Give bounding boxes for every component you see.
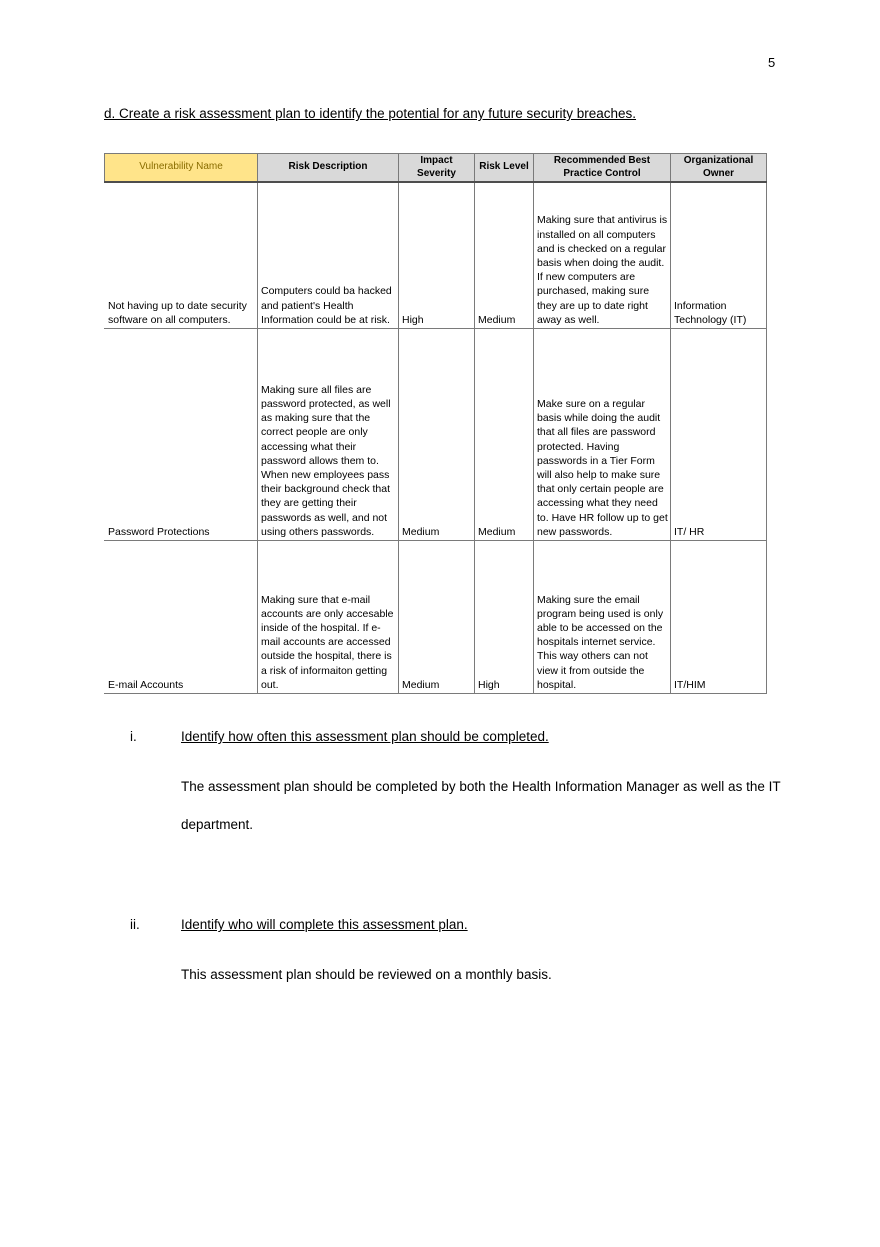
cell-description: Computers could ba hacked and patient's Health Information could be at risk. (258, 182, 399, 329)
cell-description: Making sure that e-mail accounts are only accesable inside of the hospital. If e-mail accounts are accessed outside the hospital, there is a risk of informaiton getting out. (258, 541, 399, 694)
cell-owner: Information Technology (IT) (671, 182, 767, 329)
section-heading: d. Create a risk assessment plan to identify the potential for any future security breaches. (104, 106, 637, 121)
item-title-frequency: Identify how often this assessment plan should be completed. (181, 729, 549, 744)
header-risk-description: Risk Description (258, 154, 399, 183)
cell-owner: IT/HIM (671, 541, 767, 694)
header-recommended-control: Recommended Best Practice Control (534, 154, 671, 183)
item-body-who: This assessment plan should be reviewed on a monthly basis. (181, 967, 552, 982)
cell-owner: IT/ HR (671, 329, 767, 541)
cell-vulnerability: E-mail Accounts (105, 541, 258, 694)
header-vulnerability-name: Vulnerability Name (105, 154, 258, 183)
cell-vulnerability: Password Protections (105, 329, 258, 541)
cell-vulnerability: Not having up to date security software on all computers. (105, 182, 258, 329)
header-risk-level: Risk Level (475, 154, 534, 183)
table-row (105, 329, 767, 541)
cell-severity: High (399, 182, 475, 329)
cell-severity: Medium (399, 541, 475, 694)
item-title-who: Identify who will complete this assessment plan. (181, 917, 468, 932)
cell-description: Making sure all files are password protected, as well as making sure that the correct people are only accessing what their password allows them to. When new employees pass their background check that they are getting their passwords as well, and not using others passwords. (258, 329, 399, 541)
table-row (105, 182, 767, 329)
header-impact-severity: Impact Severity (399, 154, 475, 183)
cell-level: Medium (475, 329, 534, 541)
table-row (105, 541, 767, 694)
cell-severity: Medium (399, 329, 475, 541)
cell-control: Making sure the email program being used is only able to be accessed on the hospitals internet service. This way others can not view it from outside the hospital. (534, 541, 671, 694)
cell-level: High (475, 541, 534, 694)
cell-level: Medium (475, 182, 534, 329)
page-number: 5 (768, 55, 776, 70)
table-header-row (105, 154, 767, 183)
risk-assessment-table (104, 153, 767, 694)
cell-control: Making sure that antivirus is installed on all computers and is checked on a regular basis when doing the audit. If new computers are purchased, making sure they are up to date right away as well. (534, 182, 671, 329)
cell-control: Make sure on a regular basis while doing the audit that all files are password protected. Having passwords in a Tier Form will also help to make sure that only certain people are accessing what they need to. Have HR follow up to get new passwords. (534, 329, 671, 541)
list-marker-i: i. (130, 729, 137, 744)
item-body-frequency: The assessment plan should be completed by both the Health Information Manager as well as the IT department. (181, 779, 781, 832)
header-organizational-owner: Organizational Owner (671, 154, 767, 183)
list-marker-ii: ii. (130, 917, 140, 932)
